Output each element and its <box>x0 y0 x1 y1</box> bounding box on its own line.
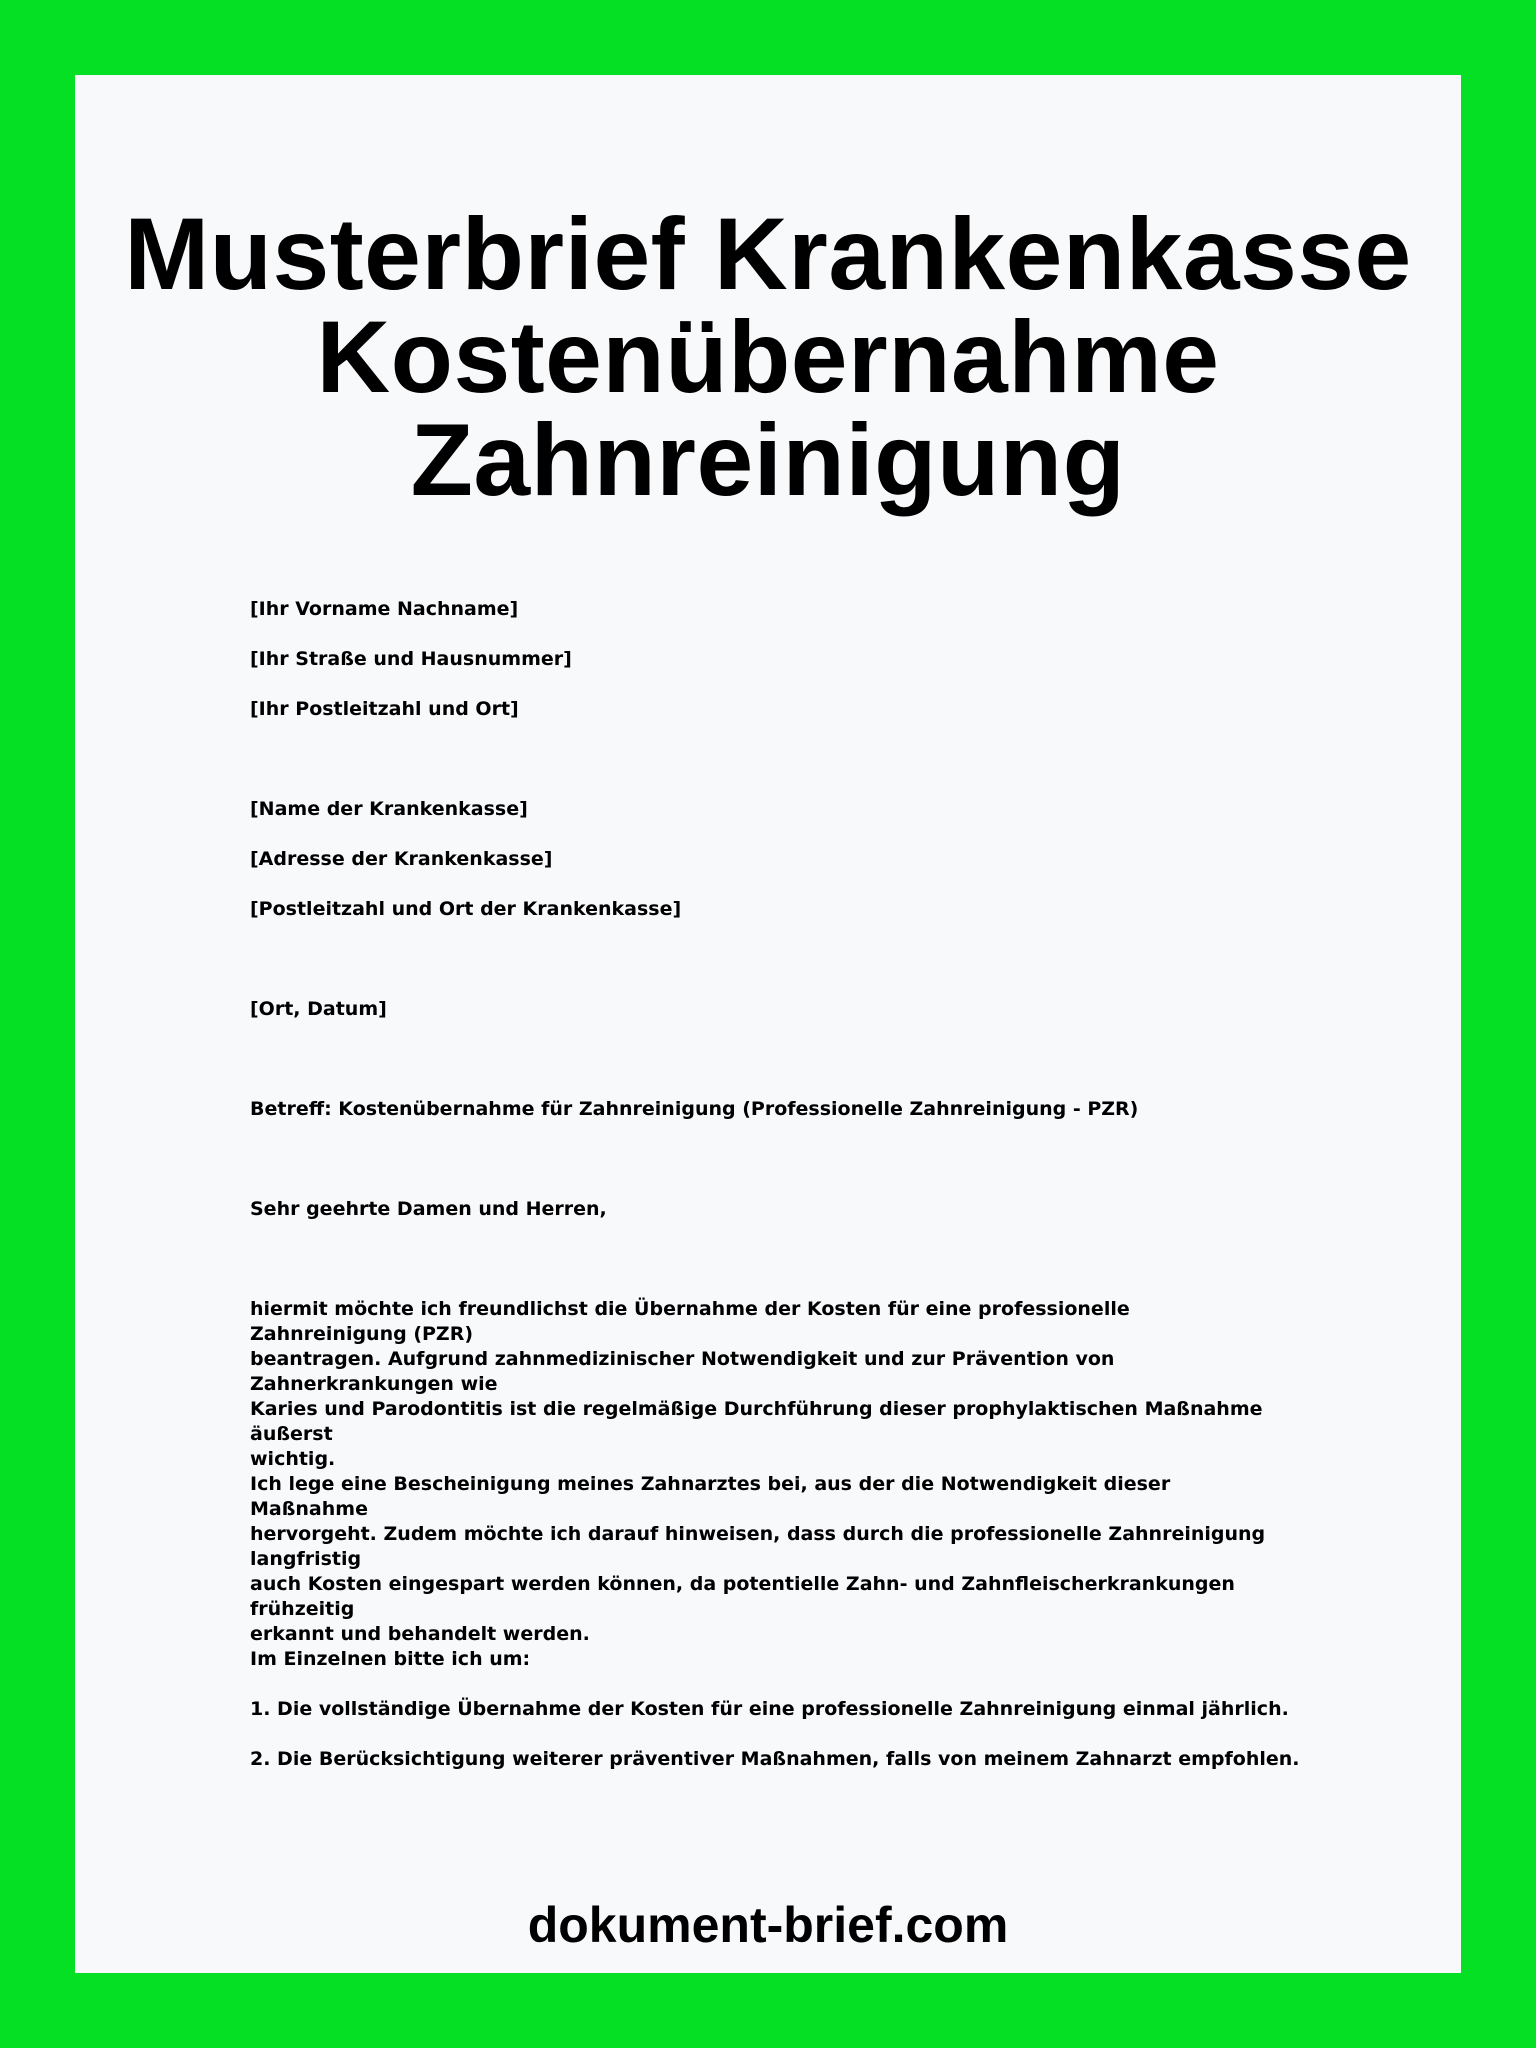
request-item: 1. Die vollständige Übernahme der Kosten für eine professionelle Zahnreinigung einmal jährlich. <box>250 1698 1289 1720</box>
salutation: Sehr geehrte Damen und Herren, <box>250 1198 607 1220</box>
title-line: Zahnreinigung <box>410 403 1126 517</box>
subject-line: Betreff: Kostenübernahme für Zahnreinigung (Professionelle Zahnreinigung - PZR) <box>250 1098 1139 1120</box>
recipient-address: [Adresse der Krankenkasse] <box>250 848 553 870</box>
paragraph-2 <box>250 1472 1290 1647</box>
recipient-name: [Name der Krankenkasse] <box>250 798 528 820</box>
paragraph-line: hiermit möchte ich freundlichst die Übernahme der Kosten für eine professionelle Zahnreinigung (PZR) <box>250 1298 1130 1345</box>
paragraph-1 <box>250 1297 1290 1472</box>
title-line: Kostenübernahme <box>316 300 1220 414</box>
document-sheet <box>75 75 1461 1973</box>
title-line: Musterbrief Krankenkasse <box>124 197 1412 311</box>
sender-street: [Ihr Straße und Hausnummer] <box>250 648 572 670</box>
place-date: [Ort, Datum] <box>250 998 387 1020</box>
request-intro: Im Einzelnen bitte ich um: <box>250 1648 531 1670</box>
sender-name: [Ihr Vorname Nachname] <box>250 598 519 620</box>
paragraph-line: Karies und Parodontitis ist die regelmäßige Durchführung dieser prophylaktischen Maßnahme äußerst <box>250 1398 1263 1445</box>
paragraph-line: beantragen. Aufgrund zahnmedizinischer Notwendigkeit und zur Prävention von Zahnerkrankungen wie <box>250 1348 1115 1395</box>
paragraph-line: hervorgeht. Zudem möchte ich darauf hinweisen, dass durch die professionelle Zahnreinigung langfristig <box>250 1523 1266 1570</box>
recipient-city: [Postleitzahl und Ort der Krankenkasse] <box>250 898 682 920</box>
paragraph-line: auch Kosten eingespart werden können, da potentielle Zahn- und Zahnfleischerkrankungen frühzeitig <box>250 1573 1235 1620</box>
paragraph-line: wichtig. <box>250 1448 336 1470</box>
paragraph-line: Ich lege eine Bescheinigung meines Zahnarztes bei, aus der die Notwendigkeit dieser Maßnahme <box>250 1473 1171 1520</box>
request-item: 2. Die Berücksichtigung weiterer präventiver Maßnahmen, falls von meinem Zahnarzt empfohlen. <box>250 1748 1300 1770</box>
page-title <box>75 197 1461 517</box>
paragraph-line: erkannt und behandelt werden. <box>250 1623 590 1645</box>
sender-city: [Ihr Postleitzahl und Ort] <box>250 698 519 720</box>
footer-site: dokument-brief.com <box>527 1897 1009 1953</box>
